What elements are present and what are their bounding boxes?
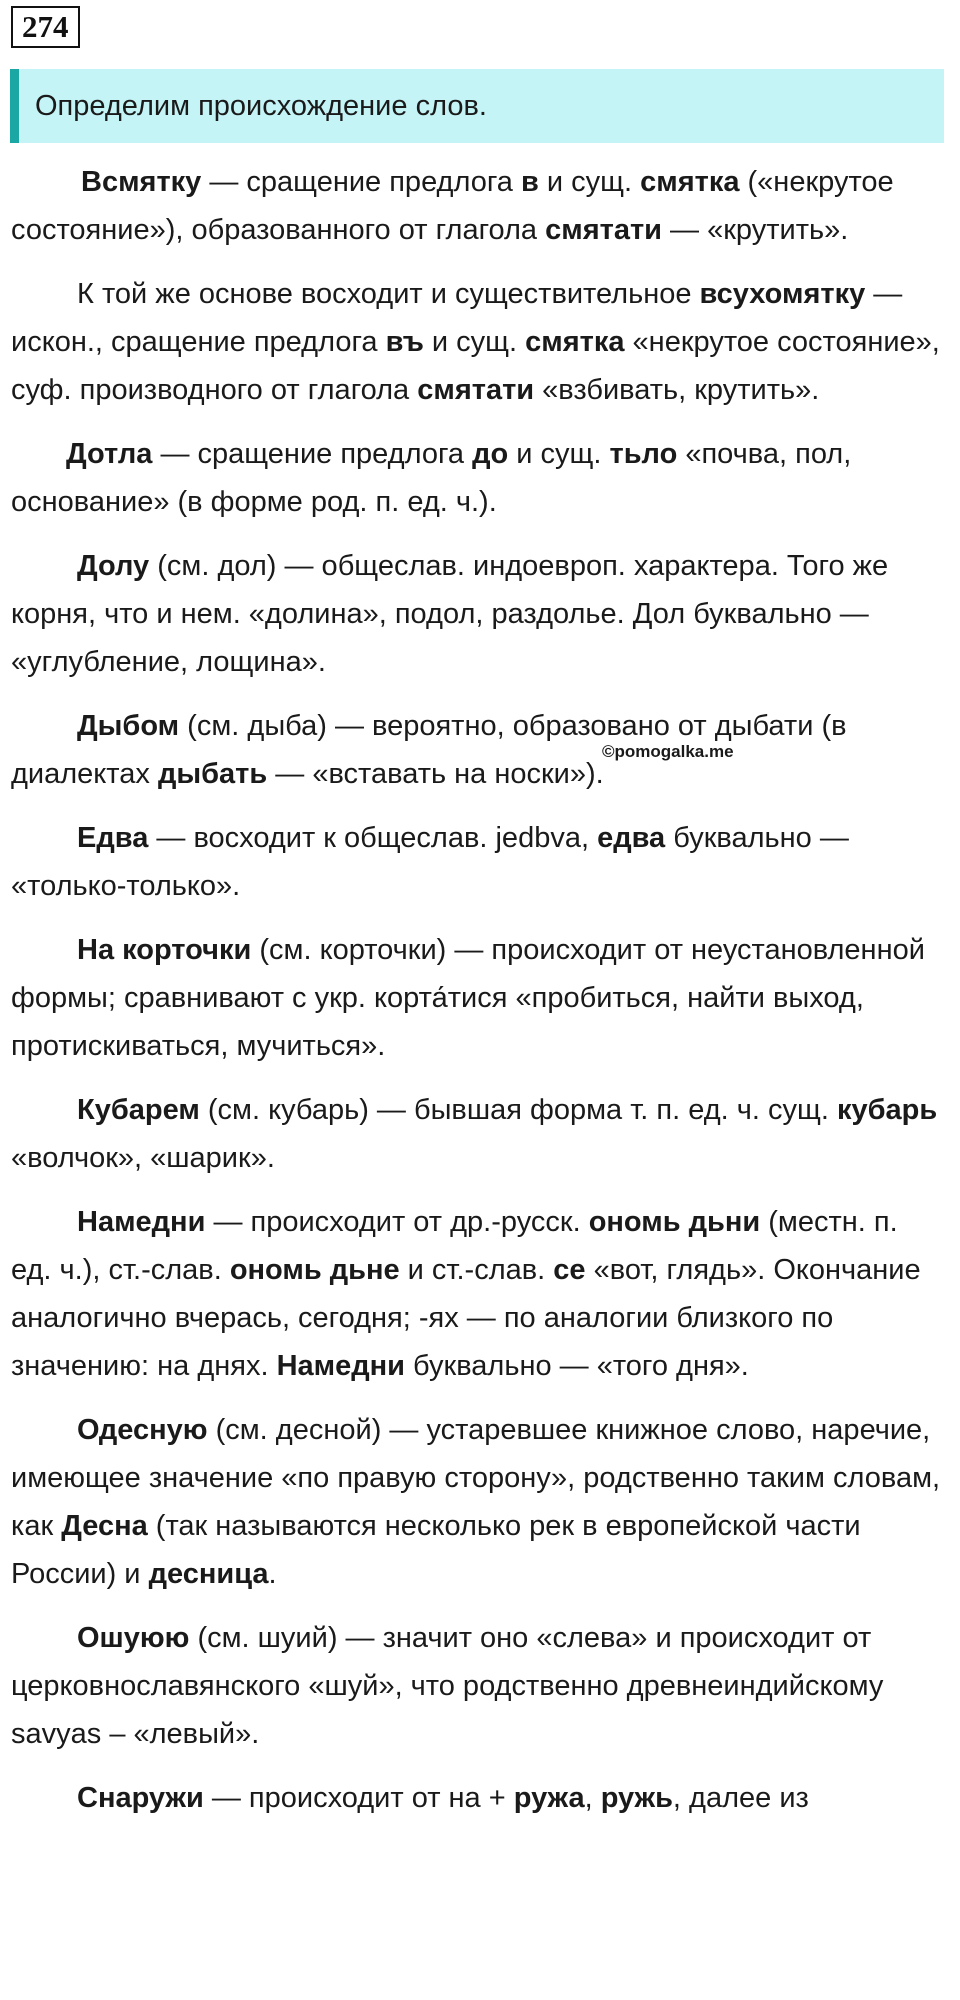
entry-paragraph [11,926,946,1070]
headword: всухомятку [699,278,866,310]
headword: На корточки [77,934,252,966]
headword: в [520,166,539,198]
entry-text: . [268,1558,277,1590]
headword: Всмятку [81,166,202,198]
headword: ономь дьне [229,1254,400,1286]
task-title: Определим происхождение слов. [35,90,487,122]
headword: смятка [525,326,625,358]
entry-paragraph [11,1614,946,1758]
headword: Едва [77,822,149,854]
entry-text: — сращение предлога [201,166,521,198]
entry-text: — происходит от др.-русск. [205,1206,589,1238]
headword: Дотла [66,438,153,470]
entry-text: — сращение предлога [152,438,473,470]
entry-paragraph [11,158,946,254]
entry-text: «волчок», «шарик». [11,1142,275,1174]
entry-text: «взбивать, крутить». [534,374,820,406]
headword: едва [597,822,666,854]
headword: смятати [417,374,535,406]
entry-text: — «крутить». [661,214,849,246]
entry-paragraph [11,1774,946,1822]
headword: Одесную [77,1414,208,1446]
entry-text: («некрутое состояние»), образованного от глагола [11,166,894,246]
headword: дыбать [157,758,268,790]
entry-text: (так называются несколько рек в европейской части России) и [11,1510,861,1590]
entry-text: «некрутое состояние», суф. производного от глагола [11,326,940,406]
headword: Снаружи [77,1782,204,1814]
entry-text: (местн. п. ед. ч.), ст.-слав. [11,1206,898,1286]
entry-text: , [584,1782,601,1814]
headword: ружа [513,1782,585,1814]
entry-text: — восходит к общеслав. jedbva, [148,822,598,854]
entry-text: (см. дол) — общеслав. индоевроп. характера. Того же корня, что и нем. «долина», подол, раздолье. Дол буквально — «углубление, лощина». [11,550,889,678]
headword: Кубарем [77,1094,200,1126]
entry-text: (см. корточки) — происходит от неустановленной формы; сравнивают с укр. корта́тися «пробиться, найти выход, протискиваться, мучиться». [11,934,925,1062]
headword: кубарь [836,1094,938,1126]
headword: Ошуюю [77,1622,190,1654]
entry-text: — происходит от на + [203,1782,514,1814]
article-body [11,158,946,1838]
entry-text: (см. шуий) — значит оно «слева» и происходит от церковнославянского «шуй», что родственно древнеиндийскому savyas – «левый». [11,1622,884,1750]
entry-text: (см. кубарь) — бывшая форма т. п. ед. ч. сущ. [199,1094,837,1126]
entry-paragraph [11,702,946,798]
headword: десница [148,1558,269,1590]
entry-paragraph [11,542,946,686]
entry-text: К той же основе восходит и существительное [77,278,700,310]
entry-text: буквально — «того дня». [404,1350,749,1382]
headword: ружь [600,1782,673,1814]
entry-paragraph [11,814,946,910]
entry-text: и сущ. [508,438,610,470]
entry-text: «почва, пол, основание» (в форме род. п. ед. ч.). [11,438,852,518]
headword: Намедни [276,1350,405,1382]
headword: Долу [77,550,150,582]
headword: Намедни [77,1206,206,1238]
entry-text: — «вставать на носки»). [267,758,604,790]
task-title-banner [10,69,944,143]
headword: тьло [609,438,678,470]
headword: въ [385,326,424,358]
entry-paragraph [11,1086,946,1182]
entry-text: буквально — «только-только». [11,822,849,902]
entry-paragraph [11,1198,946,1390]
entry-text: — искон., сращение предлога [11,278,903,358]
entry-text: (см. дыба) — вероятно, образовано от дыбати (в диалектах [11,710,847,790]
entry-text: (см. десной) — устаревшее книжное слово, наречие, имеющее значение «по правую сторону», родственно таким словам, как [11,1414,941,1542]
entry-text: и сущ. [538,166,641,198]
headword: се [553,1254,586,1286]
entry-text: и сущ. [423,326,526,358]
headword: смятка [640,166,740,198]
headword: Дыбом [77,710,180,742]
watermark: ©pomogalka.me [602,742,734,761]
entry-text: , далее из [672,1782,809,1814]
headword: Десна [61,1510,148,1542]
entry-paragraph [11,430,946,526]
headword: смятати [545,214,662,246]
headword: ономь дьни [588,1206,761,1238]
entry-paragraph [11,270,946,414]
headword: до [472,438,509,470]
entry-text: «вот, глядь». Окончание аналогично вчерась, сегодня; -ях — по аналогии близкого по значению: на днях. [11,1254,921,1382]
entry-paragraph [11,1406,946,1598]
entry-text: и ст.-слав. [399,1254,554,1286]
task-number: 274 [11,6,80,48]
